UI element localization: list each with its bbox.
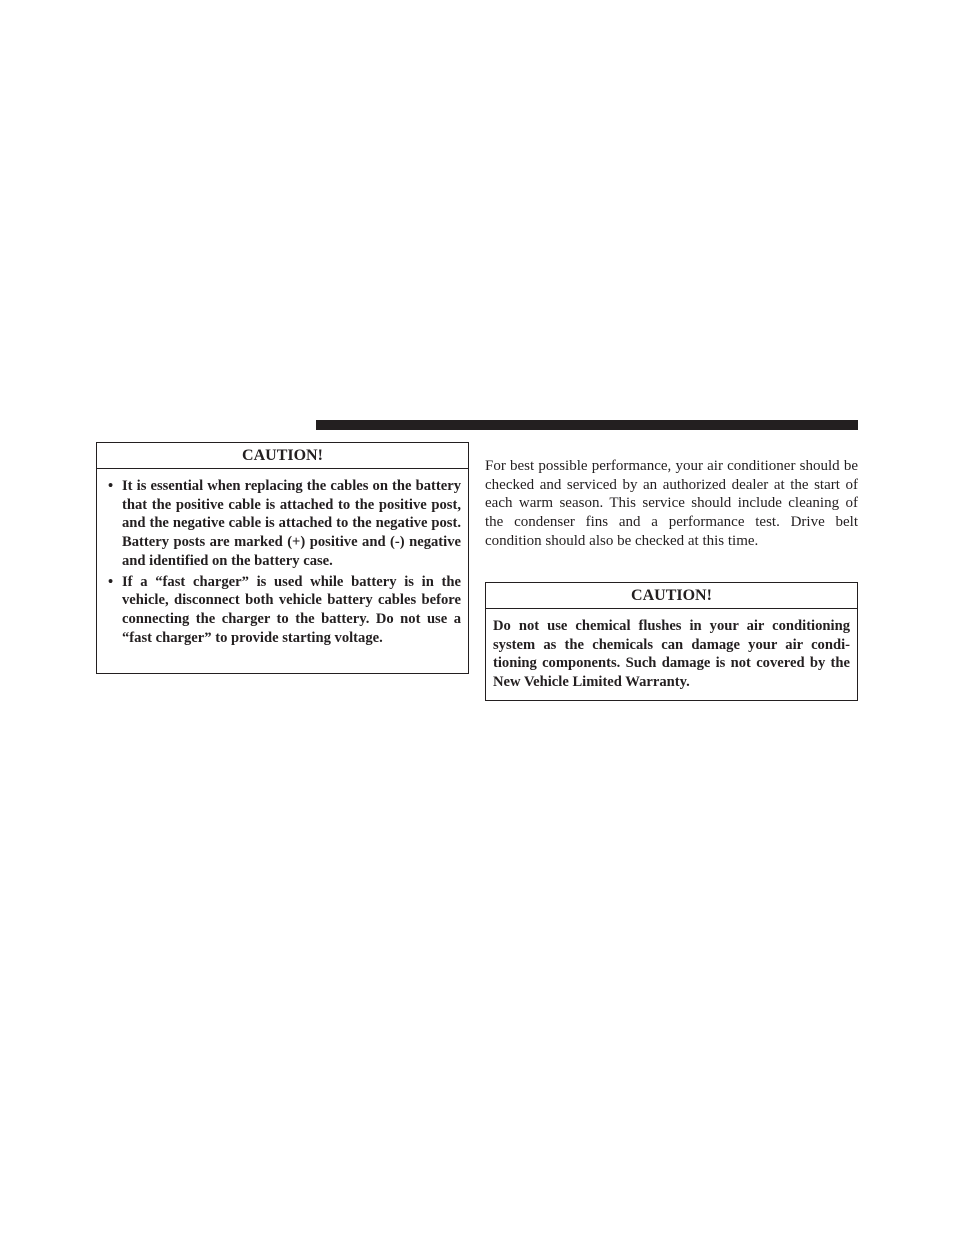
section-header-bar [316,420,858,430]
list-item [104,477,461,571]
caution-title: CAUTION! [97,443,468,469]
list-item-text: If a “fast charger” is used while battery is in the vehicle, disconnect both vehicle battery cables before connecting the charger to the battery. Do not use a “fast charger” to provide starting voltage. [122,573,461,646]
battery-caution-box [96,442,469,674]
bullet-icon: • [108,573,114,590]
caution-body-text: Do not use chemical flushes in your air conditioning system as the chemicals can damage your air condi-tioning components. Such damage is not covered by the New Vehicle Limited Warranty. [493,618,850,691]
caution-list [104,477,461,647]
caution-title: CAUTION! [486,583,857,609]
list-item [104,573,461,648]
ac-service-paragraph: For best possible performance, your air conditioner should be checked and serviced by an authorized dealer at the start of each warm season. This service should include cleaning of the condenser fins and a performance test. Drive belt condition should also be checked at this time. [485,458,858,549]
list-item-text: It is essential when replacing the cables on the battery that the positive cable is attached to the positive post, and the negative cable is attached to the negative post. Battery posts are marked (+) positive and (-) negative and identified on the battery case. [122,478,461,569]
bullet-icon: • [108,478,114,494]
ac-caution-box [485,582,858,701]
caution-body [97,469,468,647]
